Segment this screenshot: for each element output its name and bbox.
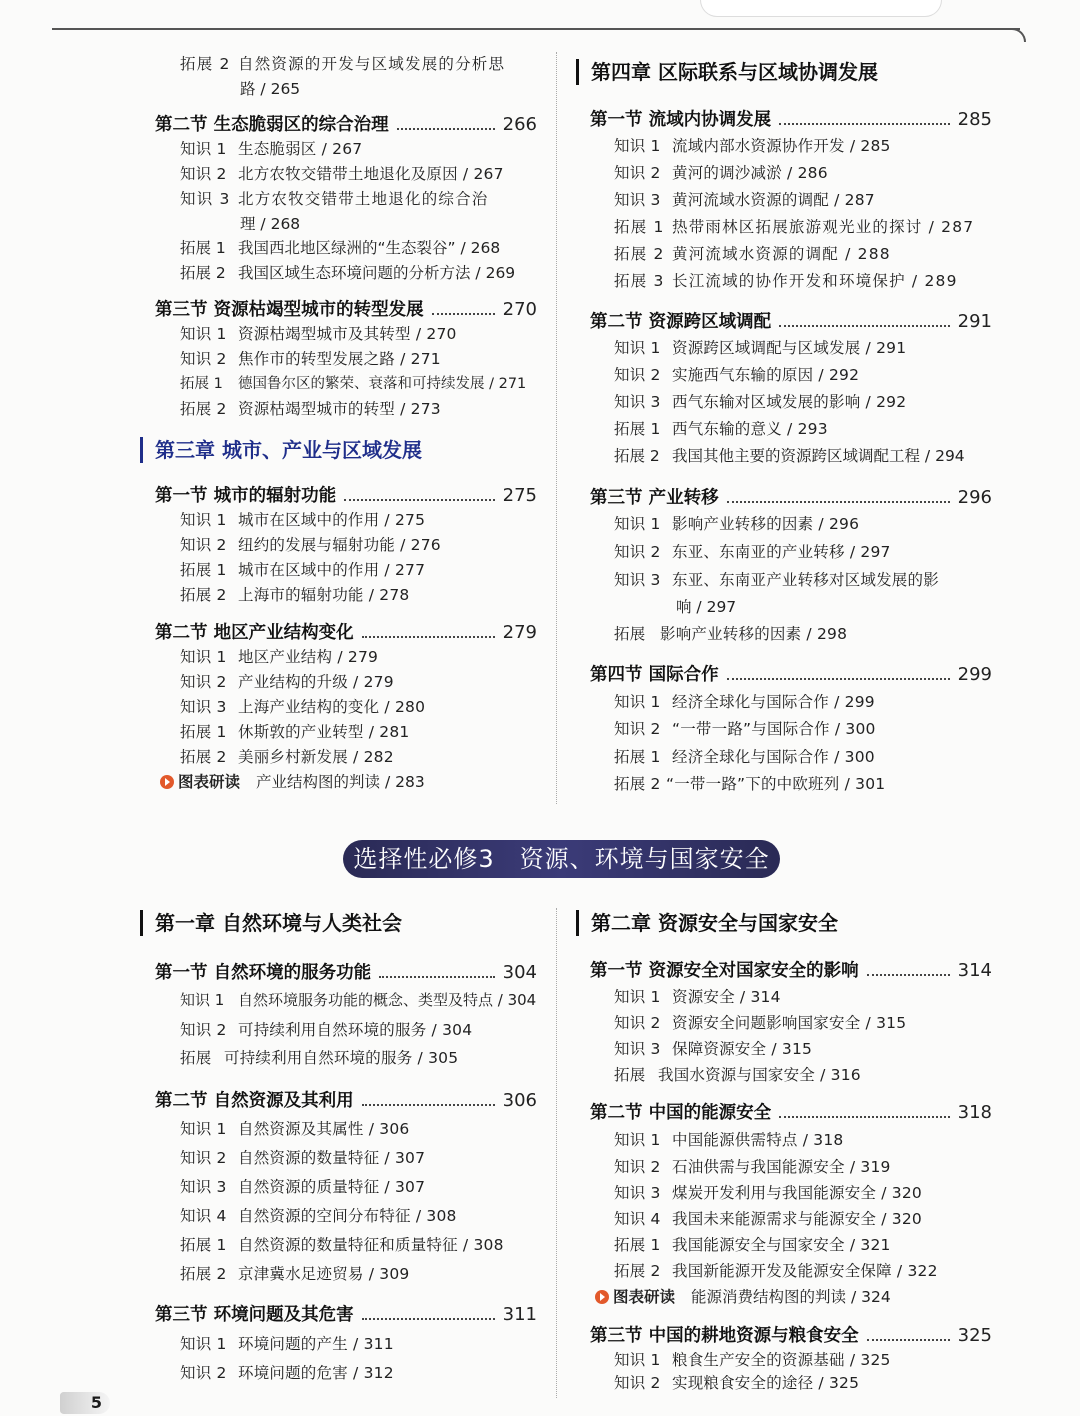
dot-leader (867, 974, 950, 976)
toc-item[interactable]: 知识 2 纽约的发展与辐射功能 / 276 (180, 536, 441, 554)
toc-item[interactable]: 拓展 2 “一带一路”下的中欧班列 / 301 (614, 775, 886, 793)
toc-item[interactable]: 拓展 1 经济全球化与国际合作 / 300 (614, 748, 875, 766)
toc-item[interactable]: 知识 1 流域内部水资源协作开发 / 285 (614, 137, 891, 155)
toc-chart-reading[interactable]: 图表研读 产业结构图的判读 / 283 (160, 770, 425, 792)
column-divider-bottom (556, 908, 557, 1398)
toc-item[interactable]: 拓展 3 长江流域的协作开发和环境保护 / 289 (614, 272, 958, 290)
dot-leader (779, 325, 950, 327)
toc-item[interactable]: 知识 3 西气东输对区域发展的影响 / 292 (614, 393, 907, 411)
toc-section[interactable]: 第三节 中国的耕地资源与粮食安全 325 (590, 1325, 992, 1346)
toc-section[interactable]: 第二节 生态脆弱区的综合治理 266 (155, 114, 537, 135)
toc-chart-reading[interactable]: 图表研读 能源消费结构图的判读 / 324 (595, 1285, 891, 1307)
toc-section[interactable]: 第二节 资源跨区域调配 291 (590, 311, 992, 332)
dot-leader (344, 499, 495, 501)
toc-item[interactable]: 知识 3 黄河流域水资源的调配 / 287 (614, 191, 875, 209)
toc-item[interactable]: 拓展 2 我国其他主要的资源跨区域调配工程 / 294 (614, 447, 965, 465)
toc-item[interactable]: 知识 2 可持续利用自然环境的服务 / 304 (180, 1021, 473, 1039)
toc-item[interactable]: 知识 2 黄河的调沙减淤 / 286 (614, 164, 828, 182)
toc-item[interactable]: 知识 1 地区产业结构 / 279 (180, 648, 379, 666)
toc-item[interactable]: 知识 3 煤炭开发利用与我国能源安全 / 320 (614, 1184, 922, 1202)
toc-item[interactable]: 知识 3 上海产业结构的变化 / 280 (180, 698, 426, 716)
toc-section[interactable]: 第一节 城市的辐射功能 275 (155, 485, 537, 506)
dot-leader (727, 678, 950, 680)
toc-item[interactable]: 知识 1 资源安全 / 314 (614, 988, 781, 1006)
top-rule (52, 28, 1020, 30)
toc-item[interactable]: 知识 2 环境问题的危害 / 312 (180, 1364, 394, 1382)
dot-leader (362, 1104, 495, 1106)
toc-item[interactable]: 知识 1 生态脆弱区 / 267 (180, 140, 363, 158)
toc-section[interactable]: 第三节 资源枯竭型城市的转型发展 270 (155, 299, 537, 320)
toc-item[interactable]: 拓展 1 自然资源的数量特征和质量特征 / 308 (180, 1236, 504, 1254)
toc-item[interactable]: 拓展 1 我国西北地区绿洲的“生态裂谷” / 268 (180, 239, 501, 257)
toc-item[interactable]: 知识 3 保障资源安全 / 315 (614, 1040, 813, 1058)
toc-item[interactable]: 拓展 2 黄河流域水资源的调配 / 288 (614, 245, 891, 263)
toc-item[interactable]: 知识 1 环境问题的产生 / 311 (180, 1335, 394, 1353)
toc-section[interactable]: 第一节 资源安全对国家安全的影响 314 (590, 960, 992, 981)
module-banner: 选择性必修3 资源、环境与国家安全 (343, 840, 780, 878)
toc-item[interactable]: 知识 1 影响产业转移的因素 / 296 (614, 515, 860, 533)
toc-item[interactable]: 拓展 2 京津冀水足迹贸易 / 309 (180, 1265, 410, 1283)
toc-item[interactable]: 知识 2 自然资源的数量特征 / 307 (180, 1149, 426, 1167)
toc-item[interactable]: 知识 1 城市在区域中的作用 / 275 (180, 511, 426, 529)
toc-item[interactable]: 知识 4 自然资源的空间分布特征 / 308 (180, 1207, 457, 1225)
toc-item-continuation: 理 / 268 (240, 215, 301, 233)
toc-item[interactable]: 拓展 我国水资源与国家安全 / 316 (614, 1066, 861, 1084)
toc-item-continuation: 响 / 297 (676, 598, 737, 616)
toc-item[interactable]: 拓展 2 美丽乡村新发展 / 282 (180, 748, 394, 766)
toc-item[interactable]: 知识 1 粮食生产安全的资源基础 / 325 (614, 1351, 891, 1369)
toc-item[interactable]: 知识 2 北方农牧交错带土地退化及原因 / 267 (180, 165, 504, 183)
toc-item[interactable]: 拓展 1 我国能源安全与国家安全 / 321 (614, 1236, 891, 1254)
toc-item[interactable]: 拓展 1 德国鲁尔区的繁荣、衰落和可持续发展 / 271 (180, 376, 527, 392)
toc-item[interactable]: 拓展 2 资源枯竭型城市的转型 / 273 (180, 400, 441, 418)
page-number: 5 (60, 1392, 110, 1414)
dot-leader (362, 636, 495, 638)
toc-section[interactable]: 第一节 自然环境的服务功能 304 (155, 962, 537, 983)
toc-item[interactable]: 知识 2 产业结构的升级 / 279 (180, 673, 394, 691)
toc-section[interactable]: 第二节 中国的能源安全 318 (590, 1102, 992, 1123)
toc-section[interactable]: 第四节 国际合作 299 (590, 664, 992, 685)
toc-item[interactable]: 知识 1 资源跨区域调配与区域发展 / 291 (614, 339, 907, 357)
toc-item[interactable]: 知识 2 焦作市的转型发展之路 / 271 (180, 350, 441, 368)
top-tab-decoration (700, 0, 942, 17)
toc-item[interactable]: 拓展 1 城市在区域中的作用 / 277 (180, 561, 426, 579)
dot-leader (779, 1116, 950, 1118)
dot-leader (432, 313, 495, 315)
chart-marker-icon (160, 775, 174, 789)
toc-item[interactable]: 知识 2 东亚、东南亚的产业转移 / 297 (614, 543, 891, 561)
dot-leader (379, 976, 495, 978)
toc-item[interactable]: 拓展 2 我国区域生态环境问题的分析方法 / 269 (180, 264, 516, 282)
toc-item[interactable]: 知识 1 资源枯竭型城市及其转型 / 270 (180, 325, 457, 343)
toc-section[interactable]: 第三节 环境问题及其危害 311 (155, 1304, 537, 1325)
toc-item[interactable]: 知识 2 实施西气东输的原因 / 292 (614, 366, 860, 384)
column-divider-top (556, 52, 557, 804)
toc-item[interactable]: 拓展 2 上海市的辐射功能 / 278 (180, 586, 410, 604)
toc-item[interactable]: 知识 3 自然资源的质量特征 / 307 (180, 1178, 426, 1196)
top-rule-corner (1000, 28, 1026, 42)
toc-item[interactable]: 知识 4 我国未来能源需求与能源安全 / 320 (614, 1210, 922, 1228)
toc-item[interactable]: 知识 1 自然环境服务功能的概念、类型及特点 / 304 (180, 991, 537, 1009)
toc-section[interactable]: 第一节 流域内协调发展 285 (590, 109, 992, 130)
chart-marker-icon (595, 1290, 609, 1304)
toc-item[interactable]: 知识 2 “一带一路”与国际合作 / 300 (614, 720, 876, 738)
toc-item[interactable]: 拓展 影响产业转移的因素 / 298 (614, 625, 848, 643)
toc-item[interactable]: 拓展 2 自然资源的开发与区域发展的分析思 (180, 55, 506, 73)
dot-leader (779, 123, 950, 125)
toc-section[interactable]: 第三节 产业转移 296 (590, 487, 992, 508)
toc-item[interactable]: 拓展 1 休斯敦的产业转型 / 281 (180, 723, 410, 741)
dot-leader (867, 1339, 950, 1341)
dot-leader (362, 1318, 495, 1320)
toc-item[interactable]: 拓展 可持续利用自然环境的服务 / 305 (180, 1049, 459, 1067)
toc-item[interactable]: 知识 2 资源安全问题影响国家安全 / 315 (614, 1014, 907, 1032)
toc-chapter[interactable]: 第三章 城市、产业与区域发展 (140, 437, 422, 463)
toc-item[interactable]: 知识 1 经济全球化与国际合作 / 299 (614, 693, 875, 711)
toc-item[interactable]: 知识 1 自然资源及其属性 / 306 (180, 1120, 410, 1138)
toc-item[interactable]: 知识 1 中国能源供需特点 / 318 (614, 1131, 844, 1149)
toc-chapter[interactable]: 第四章 区际联系与区域协调发展 (576, 59, 878, 85)
toc-item[interactable]: 拓展 1 西气东输的意义 / 293 (614, 420, 828, 438)
toc-item[interactable]: 拓展 2 我国新能源开发及能源安全保障 / 322 (614, 1262, 938, 1280)
toc-item[interactable]: 知识 3 东亚、东南亚产业转移对区域发展的影 (614, 571, 939, 589)
dot-leader (397, 128, 495, 130)
toc-chapter[interactable]: 第二章 资源安全与国家安全 (576, 910, 838, 936)
toc-item[interactable]: 知识 2 实现粮食安全的途径 / 325 (614, 1374, 860, 1392)
toc-item-continuation: 路 / 265 (240, 80, 301, 98)
toc-item[interactable]: 知识 3 北方农牧交错带土地退化的综合治 (180, 190, 489, 208)
toc-chapter[interactable]: 第一章 自然环境与人类社会 (140, 910, 402, 936)
toc-item[interactable]: 知识 2 石油供需与我国能源安全 / 319 (614, 1158, 891, 1176)
toc-section[interactable]: 第二节 地区产业结构变化 279 (155, 622, 537, 643)
toc-section[interactable]: 第二节 自然资源及其利用 306 (155, 1090, 537, 1111)
toc-item[interactable]: 拓展 1 热带雨林区拓展旅游观光业的探讨 / 287 (614, 218, 975, 236)
dot-leader (727, 501, 950, 503)
